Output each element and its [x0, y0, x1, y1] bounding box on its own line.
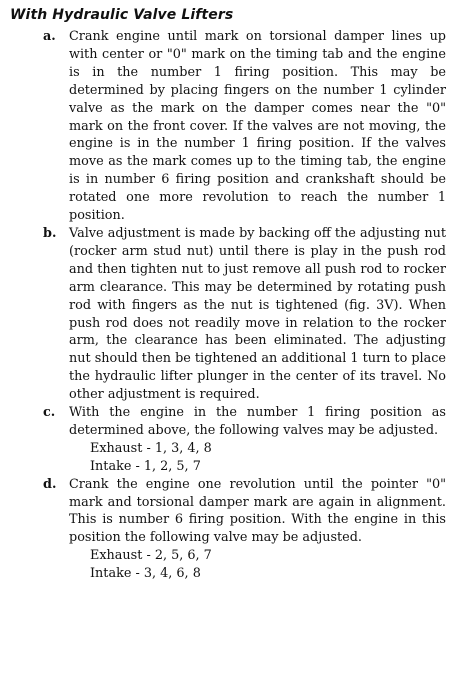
step-b-text: Valve adjustment is made by backing off the adjusting nut (rocker arm stud nut) until there is play in the push rod and then tighten nut to just remove all push rod to rocker arm clearance. This may be determined by rotating push rod with fingers as the nut is tightened (fig. 3V). When push rod does not readily move in relation to the rocker arm, the clearance has been eliminated. The adjusting nut should then be tightened an additional 1 turn to place the hydraulic lifter plunger in the center of its travel. No other adjustment is required. [69, 225, 446, 403]
step-c-text: With the engine in the number 1 firing position as determined above, the following valves may be adjusted. [69, 405, 446, 438]
step-c-intake-valves: Intake - 1, 2, 5, 7 [90, 458, 201, 474]
section-heading: With Hydraulic Valve Lifters [10, 7, 234, 23]
step-d-valve-list [10, 547, 446, 583]
step-d-exhaust-valves: Exhaust - 2, 5, 6, 7 [90, 548, 212, 564]
step-d-intake-valves: Intake - 3, 4, 6, 8 [90, 566, 201, 582]
step-d-letter: d. [43, 476, 57, 492]
step-a-text: Crank engine until mark on torsional damper lines up with center or "0" mark on the timing tab and the engine is in the number 1 firing position. This may be determined by placing fingers on the number 1 cylinder valve as the mark on the damper comes near the "0" mark on the front cover. If the valves are not moving, the engine is in the number 1 firing position. If the valves move as the mark comes up to the timing tab, the engine is in number 6 firing position and crankshaft should be rotated one more revolution to reach the number 1 position. [69, 29, 446, 224]
step-a [10, 28, 446, 225]
step-d-text: Crank the engine one revolution until the pointer "0" mark and torsional damper mark are again in alignment. This is number 6 firing position. With the engine in this position the following valve may be adjusted. [69, 476, 446, 546]
step-c-letter: c. [43, 405, 56, 421]
step-c-exhaust-valves: Exhaust - 1, 3, 4, 8 [90, 440, 212, 456]
step-c [10, 404, 446, 440]
step-d [10, 476, 446, 548]
step-a-letter: a. [43, 29, 56, 44]
step-c-valve-list [10, 440, 446, 476]
step-b-letter: b. [43, 225, 57, 241]
step-b [10, 225, 446, 404]
